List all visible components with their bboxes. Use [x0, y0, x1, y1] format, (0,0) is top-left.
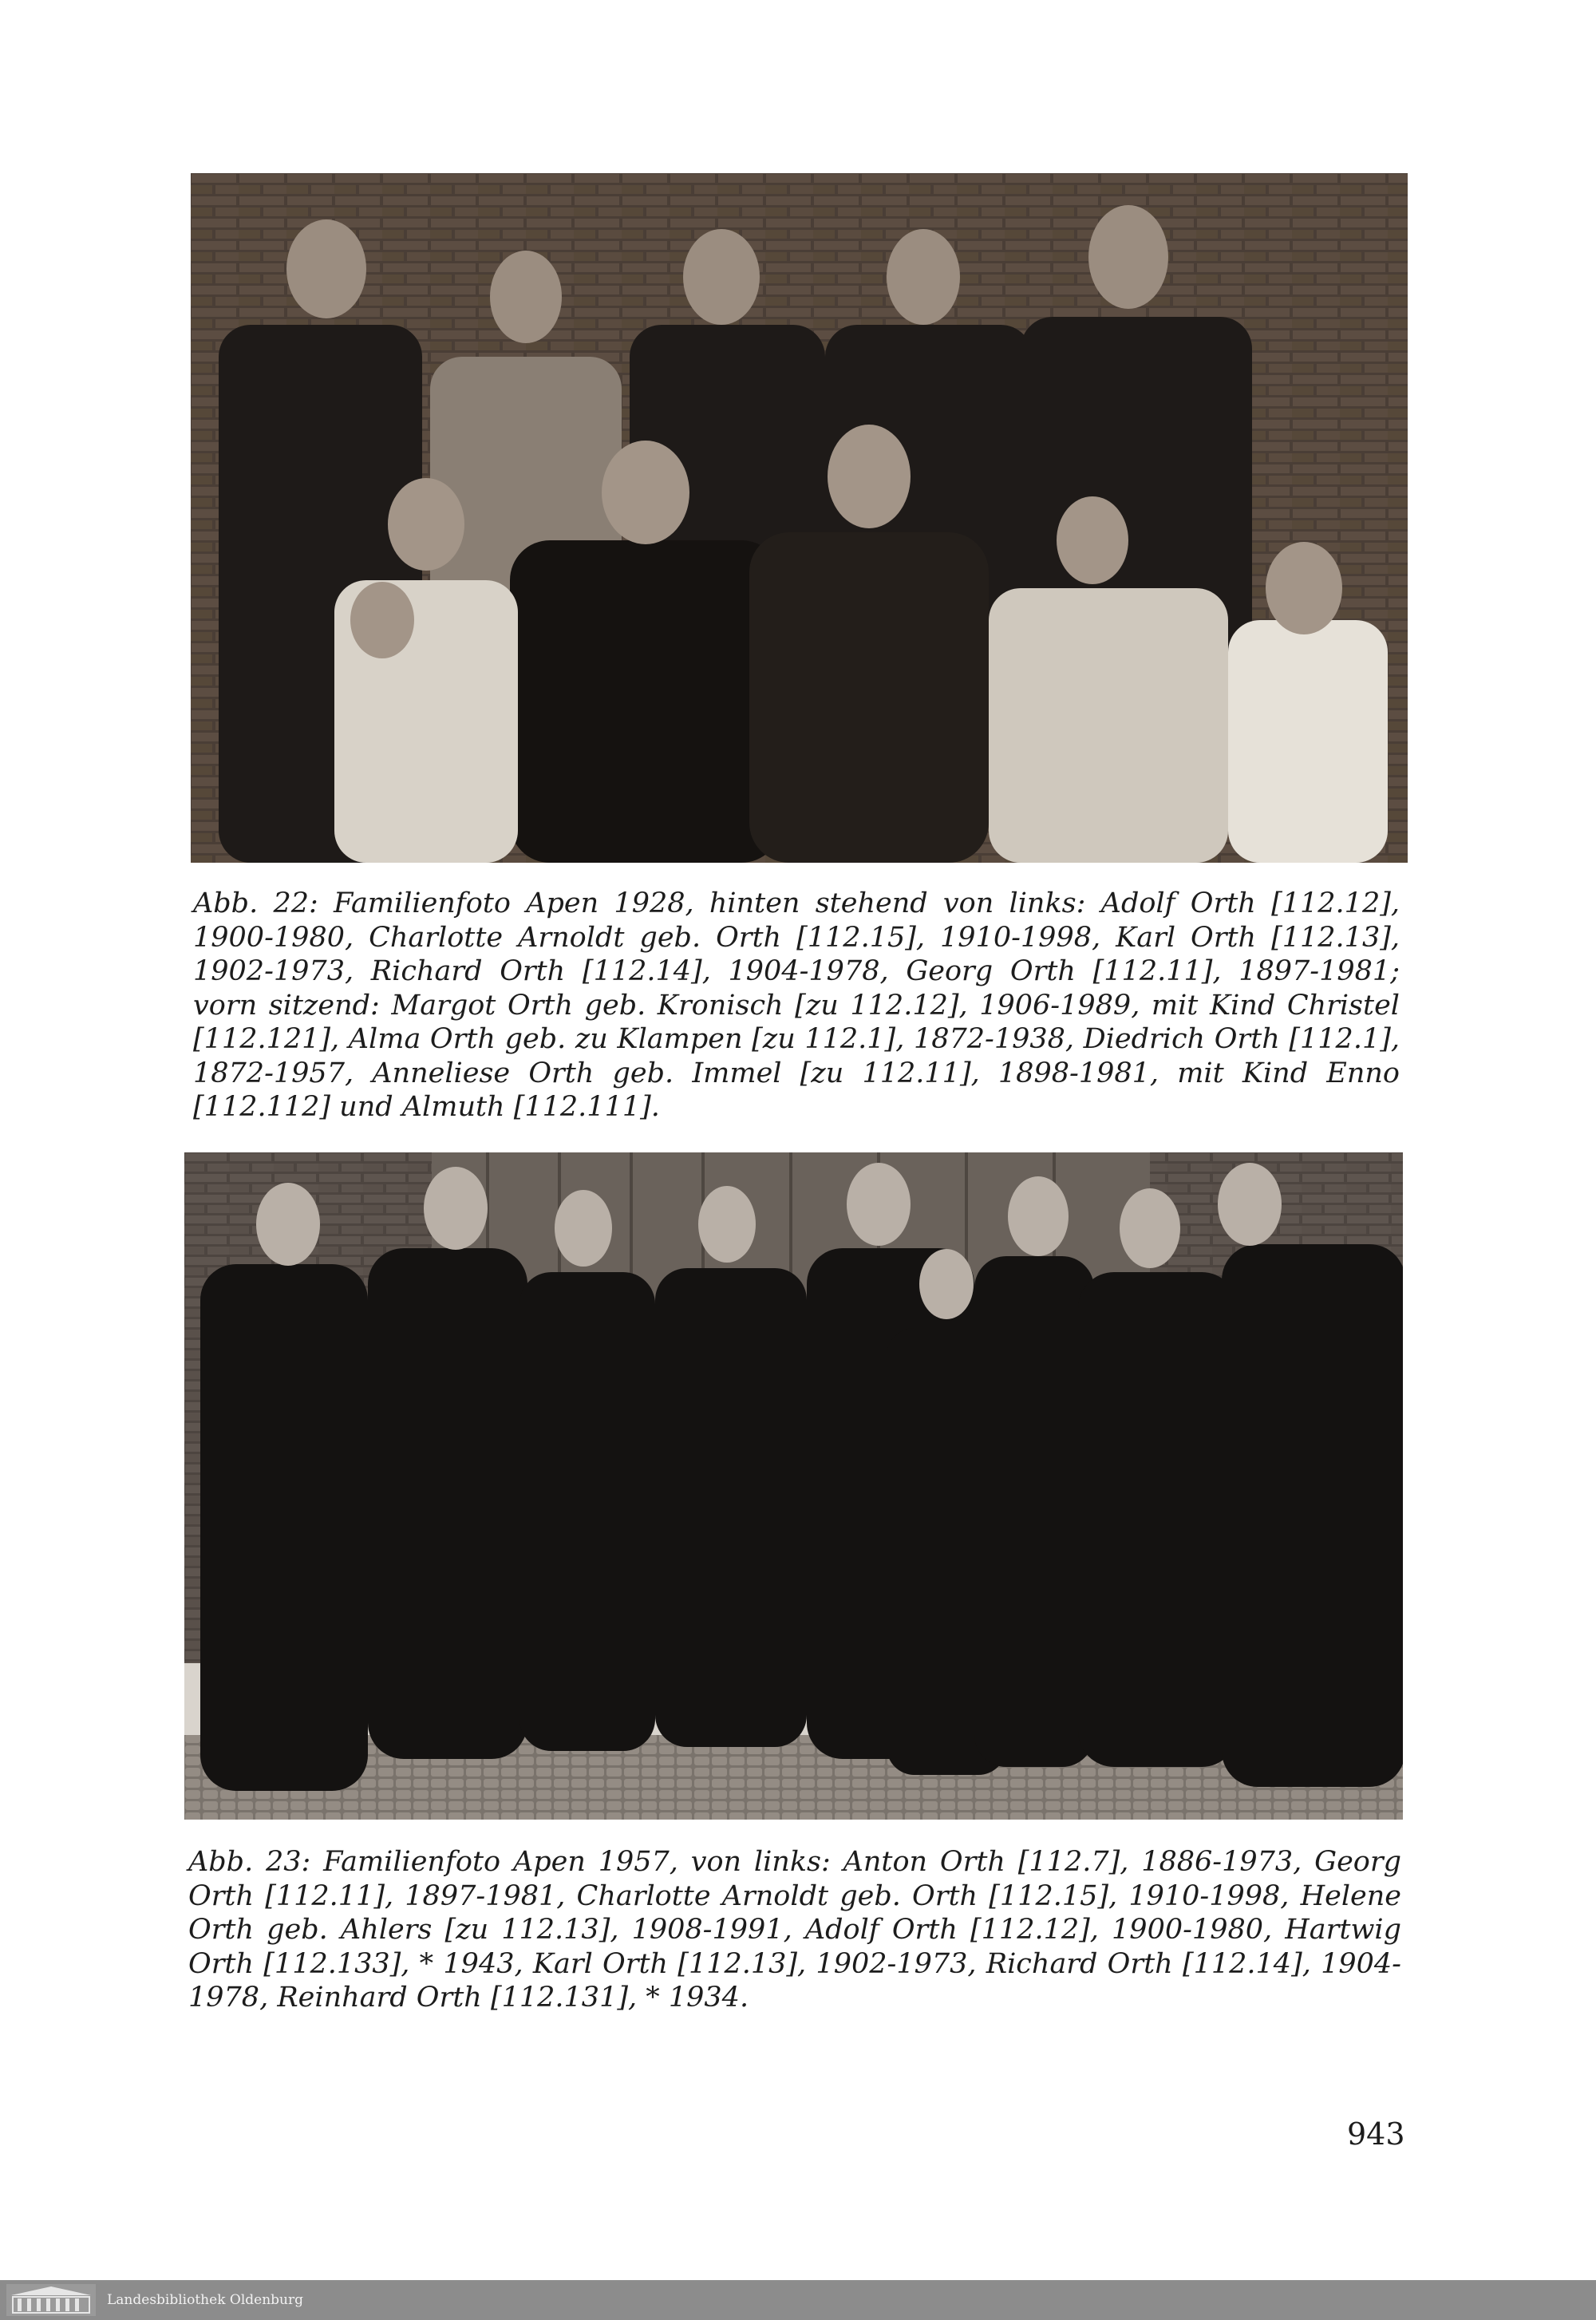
family-photo-1957: [184, 1152, 1403, 1820]
page-number: 943: [1347, 2116, 1405, 2152]
family-photo-1928: [191, 173, 1408, 863]
figure-caption-23: Abb. 23: Familienfoto Apen 1957, von links: Anton Orth [112.7], 1886-1973, Georg Orth [112.11], 1897-1981, Charlotte Arnoldt geb. Orth [112.15], 1910-1998, Helene Orth geb. Ahlers [zu 112.13], 1908-1991, Adolf Orth [112.12], 1900-1980, Hartwig Orth [112.133], * 1943, Karl Orth [112.13], 1902-1973, Richard Orth [112.14], 1904-1978, Reinhard Orth [112.131], * 1934.: [188, 1846, 1401, 2014]
library-name: Landesbibliothek Oldenburg: [107, 2292, 304, 2308]
library-building-logo-icon: [6, 2284, 96, 2316]
figure-caption-22: Abb. 22: Familienfoto Apen 1928, hinten stehend von links: Adolf Orth [112.12], 1900-1980, Charlotte Arnoldt geb. Orth [112.15], 1910-1998, Karl Orth [112.13], 1902-1973, Richard Orth [112.14], 1904-1978, Georg Orth [112.11], 1897-1981; vorn sitzend: Margot Orth geb. Kronisch [zu 112.12], 1906-1989, mit Kind Christel [112.121], Alma Orth geb. zu Klampen [zu 112.1], 1872-1938, Diedrich Orth [112.1], 1872-1957, Anneliese Orth geb. Immel [zu 112.11], 1898-1981, mit Kind Enno [112.112] und Almuth [112.111].: [193, 887, 1400, 1123]
footer-bar: [0, 2280, 1596, 2320]
